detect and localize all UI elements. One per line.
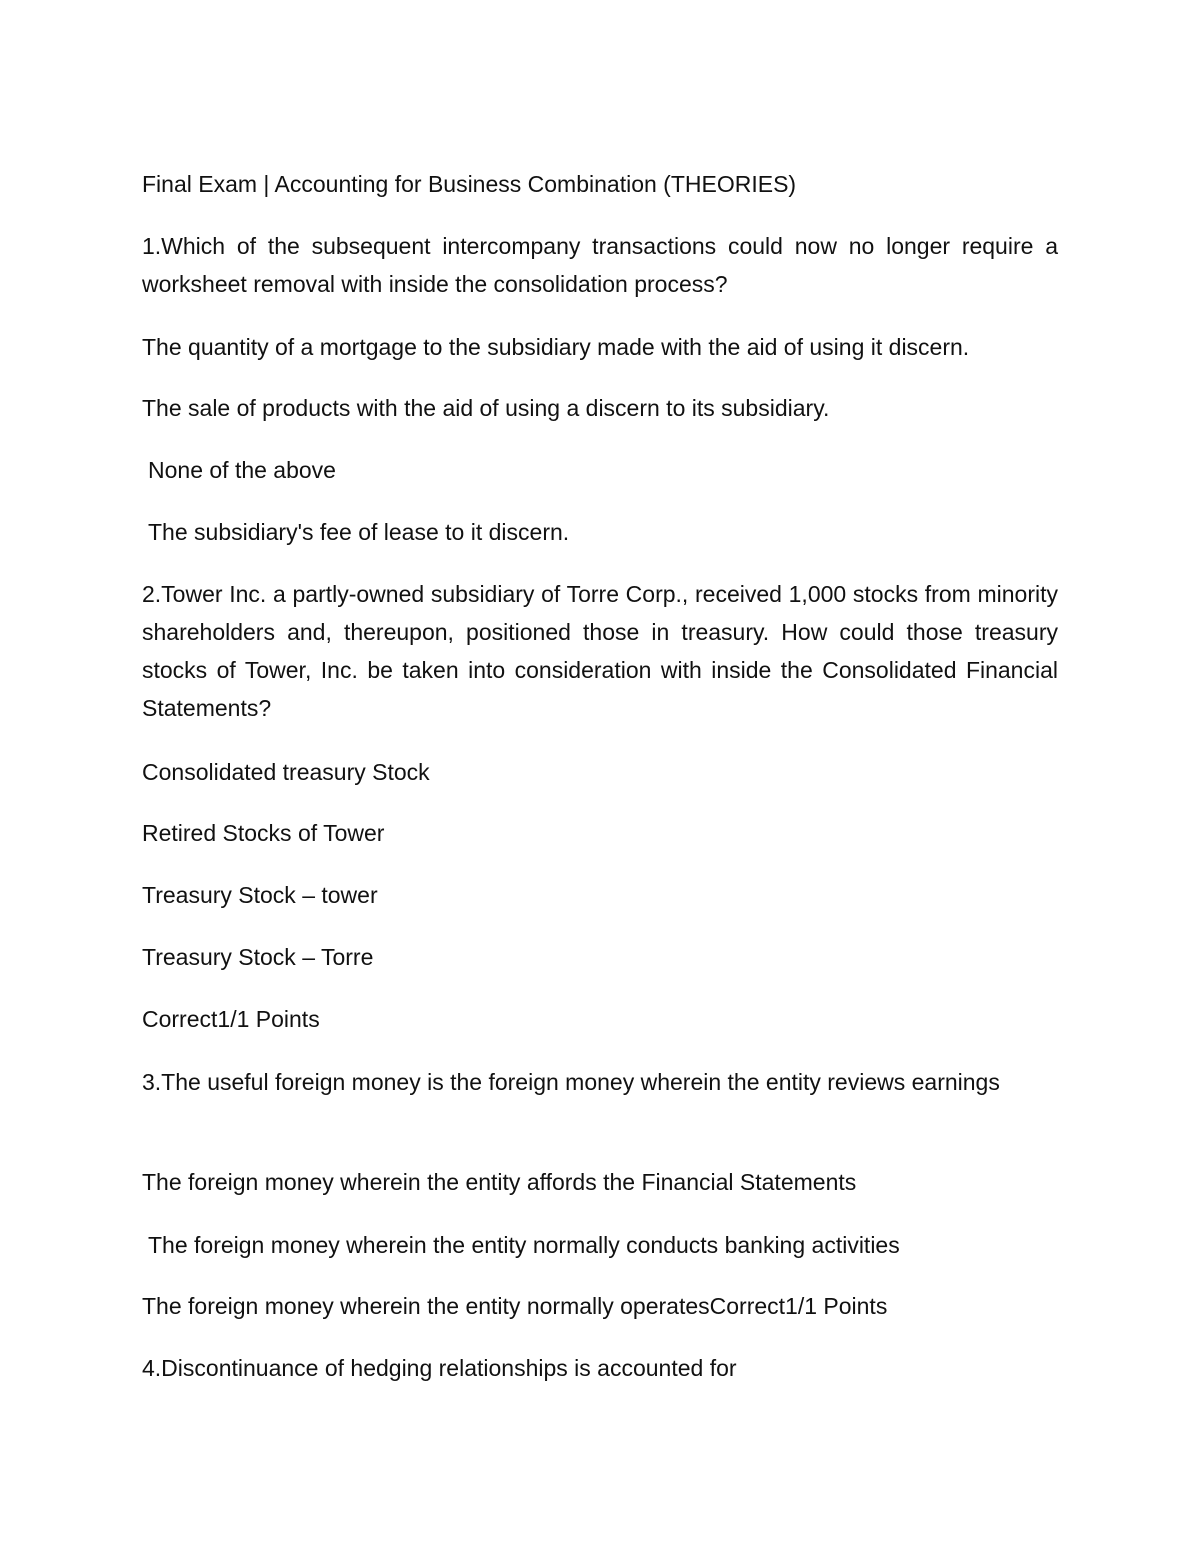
q2-choice-3: Treasury Stock – tower xyxy=(142,882,378,908)
question-3: 3.The useful foreign money is the foreign money wherein the entity reviews earnings xyxy=(142,1069,1000,1095)
q2-choice-4: Treasury Stock – Torre xyxy=(142,944,374,970)
q3-choice-1: The foreign money wherein the entity affords the Financial Statements xyxy=(142,1169,857,1195)
q1-choice-2: The sale of products with the aid of using a discern to its subsidiary. xyxy=(142,395,830,421)
q1-choice-3: None of the above xyxy=(148,457,336,483)
question-1: 1.Which of the subsequent intercompany transactions could now no longer require a worksheet removal with inside the consolidation process? xyxy=(142,233,1058,297)
q1-choice-1: The quantity of a mortgage to the subsidiary made with the aid of using it discern. xyxy=(142,334,970,360)
q2-choice-1: Consolidated treasury Stock xyxy=(142,759,430,785)
question-4: 4.Discontinuance of hedging relationships is accounted for xyxy=(142,1355,737,1381)
q2-result: Correct1/1 Points xyxy=(142,1006,320,1032)
page-title: Final Exam | Accounting for Business Combination (THEORIES) xyxy=(142,171,797,197)
q3-choice-3: The foreign money wherein the entity normally operatesCorrect1/1 Points xyxy=(142,1293,888,1319)
q2-choice-2: Retired Stocks of Tower xyxy=(142,820,385,846)
question-2: 2.Tower Inc. a partly-owned subsidiary of Torre Corp., received 1,000 stocks from minority shareholders and, thereupon, positioned those in treasury. How could those treasury stocks of Tower, Inc. be taken into consideration with inside the Consolidated Financial Statements? xyxy=(142,581,1058,721)
q1-choice-4: The subsidiary's fee of lease to it discern. xyxy=(148,519,570,545)
q3-choice-2: The foreign money wherein the entity normally conducts banking activities xyxy=(148,1232,900,1258)
